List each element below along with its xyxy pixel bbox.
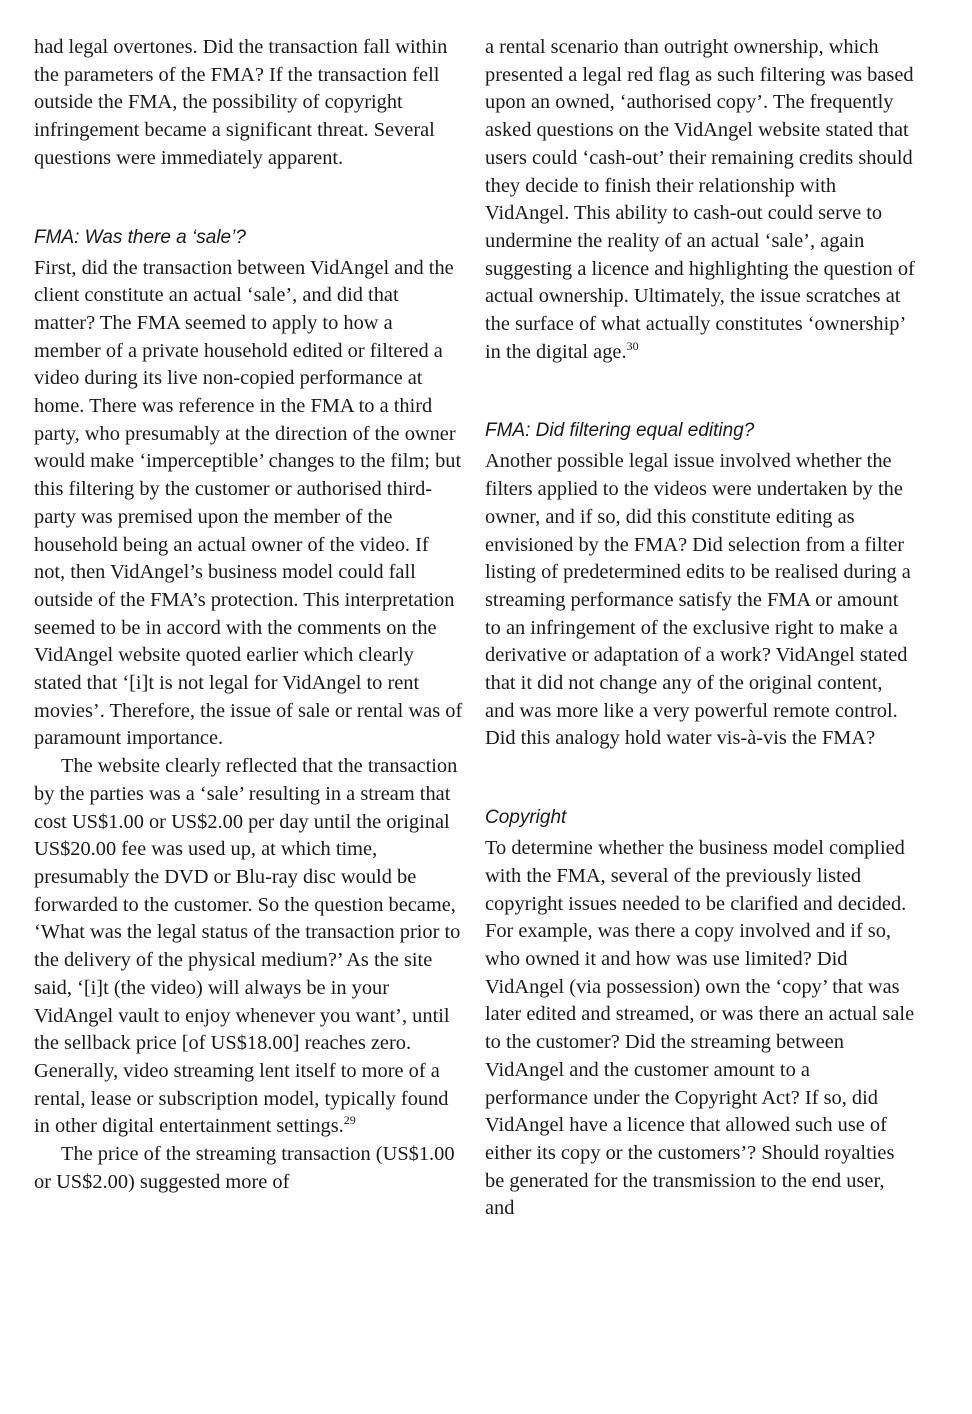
right-paragraph-3: To determine whether the business model complied with the FMA, several of the previously listed copyright issues needed to be clarified and decided. For example, was there a copy involved and if so, who owned it and how was use limited? Did VidAngel (via possession) own the ‘copy’ that was later edited and streamed, or was there an actual sale to the customer? Did the streaming between VidAngel and the customer amount to a performance under the Copyright Act? If so, did VidAngel have a licence that allowed such use of either its copy or the customers’? Should royalties be generated for the transmission to the end user, and xyxy=(485,837,915,1220)
left-column xyxy=(34,34,464,1196)
section-gap xyxy=(485,753,915,805)
section-heading-copyright: Copyright xyxy=(485,807,567,829)
right-paragraph-2: Another possible legal issue involved whether the filters applied to the videos were undertaken by the owner, and if so, did this constitute editing as envisioned by the FMA? Did selection from a filter listing of predetermined edits to be realised during a streaming performance satisfy the FMA or amount to an infringement of the exclusive right to make a derivative or adaptation of a work? VidAngel stated that it did not change any of the original content, and was more like a very powerful remote control. Did this analogy hold water vis-à-vis the FMA? xyxy=(485,450,911,750)
left-paragraph-3 xyxy=(34,753,464,1141)
left-paragraph-4: The price of the streaming transaction (US$1.00 or US$2.00) suggested more of xyxy=(34,1143,455,1193)
section-gap xyxy=(34,173,464,225)
section-gap xyxy=(485,366,915,418)
right-column xyxy=(485,34,915,1223)
footnote-ref-29: 29 xyxy=(343,1113,356,1128)
right-paragraph-1-text: a rental scenario than outright ownership, which presented a legal red flag as such filtering was based upon an owned, ‘authorised copy’. The frequently asked questions on the VidAngel website stated that users could ‘cash-out’ their remaining credits should they decide to finish their relationship with VidAngel. This ability to cash-out could serve to undermine the reality of an actual ‘sale’, again suggesting a licence and highlighting the question of actual ownership. Ultimately, the issue scratches at the surface of what actually constitutes ‘ownership’ in the digital age. xyxy=(485,36,915,363)
section-heading-was-there-a-sale: FMA: Was there a ‘sale’? xyxy=(34,226,246,248)
footnote-ref-30: 30 xyxy=(626,338,639,353)
right-paragraph-1 xyxy=(485,34,915,366)
left-paragraph-1: had legal overtones. Did the transaction fall within the parameters of the FMA? If the transaction fell outside the FMA, the possibility of copyright infringement became a significant threat. Several questions were immediately apparent. xyxy=(34,36,448,169)
left-paragraph-3-text: The website clearly reflected that the transaction by the parties was a ‘sale’ resulting in a stream that cost US$1.00 or US$2.00 per day until the original US$20.00 fee was used up, at which time, presumably the DVD or Blu-ray disc would be forwarded to the customer. So the question became, ‘What was the legal status of the transaction prior to the delivery of the physical medium?’ As the site said, ‘[i]t (the video) will always be in your VidAngel vault to enjoy whenever you want’, until the sellback price [of US$18.00] reaches zero. Generally, video streaming lent itself to more of a rental, lease or subscription model, typically found in other digital entertainment settings. xyxy=(34,755,461,1138)
left-paragraph-2: First, did the transaction between VidAngel and the client constitute an actual ‘sale’, and did that matter? The FMA seemed to apply to how a member of a private household edited or filtered a video during its live non-copied performance at home. There was reference in the FMA to a third party, who presumably at the direction of the owner would make ‘imperceptible’ changes to the film; but this filtering by the customer or authorised third-party was premised upon the member of the household being an actual owner of the video. If not, then VidAngel’s business model could fall outside of the FMA’s protection. This interpretation seemed to be in accord with the comments on the VidAngel website quoted earlier which clearly stated that ‘[i]t is not legal for VidAngel to rent movies’. Therefore, the issue of sale or rental was of paramount importance. xyxy=(34,256,463,750)
section-heading-filtering-editing: FMA: Did filtering equal editing? xyxy=(485,420,755,442)
